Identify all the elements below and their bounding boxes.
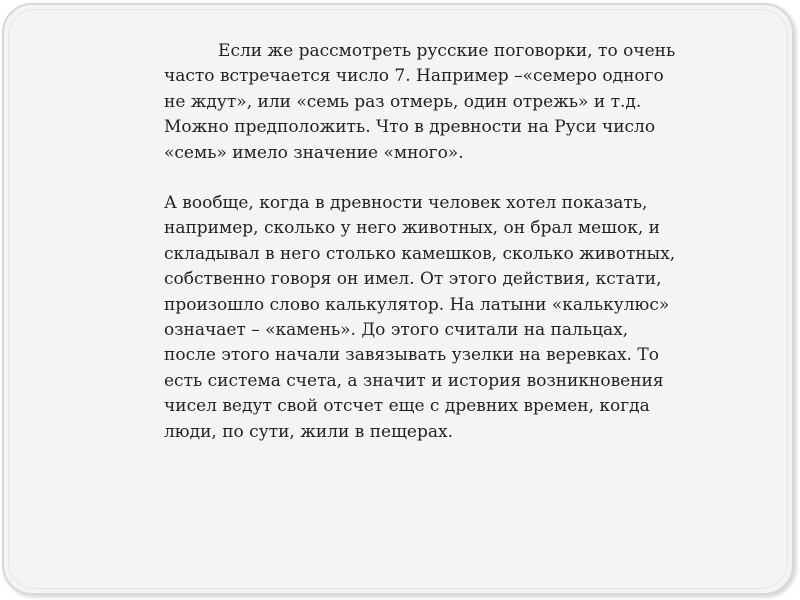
slide-text-body (164, 39, 724, 445)
slide-frame (2, 3, 794, 595)
paragraph-spacer (164, 166, 724, 191)
paragraph-calculus: А вообще, когда в древности человек хотел показать, например, сколько у него животных, он брал мешок, и складывал в него столько камешков, сколько животных, собственно говоря он имел. От этого действия, кстати, произошло слово калькулятор. На латыни «калькулюс» означает – «камень». До этого считали на пальцах, после этого начали завязывать узелки на веревках. То есть система счета, а значит и история возникновения чисел ведут свой отсчет еще с древних времен, когда люди, по сути, жили в пещерах. (164, 193, 676, 442)
paragraph-proverbs: Если же рассмотреть русские поговорки, то очень часто встречается число 7. Например –«семеро одного не ждут», или «семь раз отмерь, один отрежь» и т.д. Можно предположить. Что в древности на Руси число «семь» имело значение «много». (164, 41, 676, 163)
